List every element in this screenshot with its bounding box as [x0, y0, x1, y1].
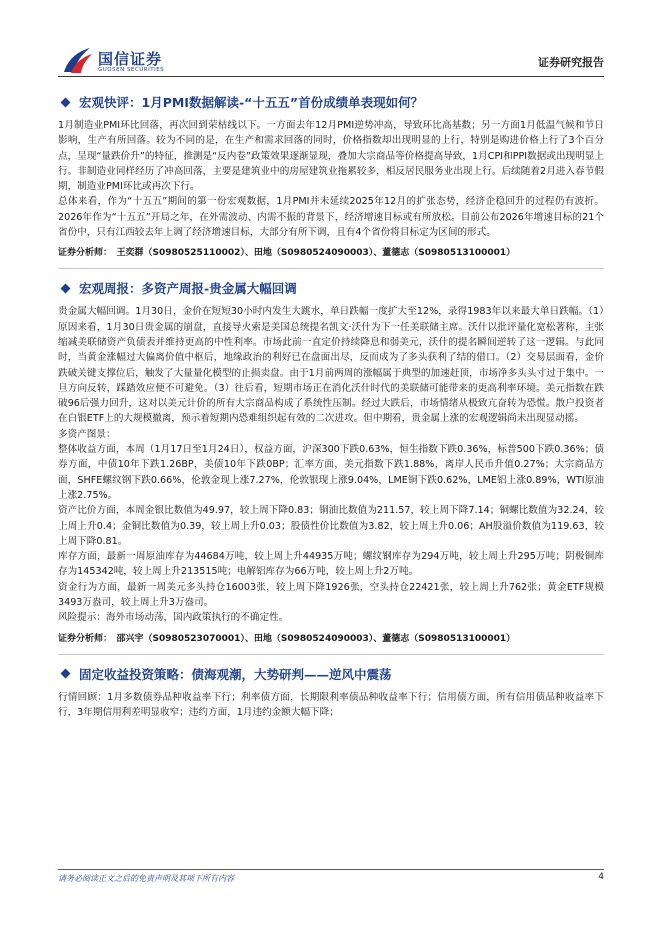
- paragraph: 贵金属大幅回调。1月30日，金价在短短30小时内发生大跳水，单日跌幅一度扩大至12%，录得1983年以来最大单日跌幅。（1）原因来看，1月30日贵金属的崩盘，直接导火索是美国总统提名凯文·沃什为下一任美联储主席。沃什以批评量化宽松著称，主张缩减美联储资产负债表并维持更高的中性利率。市场此前一直定价持续降息和弱美元，沃什的提名瞬间逆转了这一逻辑。与此同时，当黄金涨幅过大偏离价值中枢后，地缘政治的利好已在盘面出尽，反而成为了多头获利了结的借口。（2）交易层面看，金价跌破关键支撑位后，触发了大量量化模型的止损卖盘。由于1月前两周的涨幅属于典型的加速赶顶，市场净多头头寸过于集中。一旦方向反转，踩踏效应便不可避免。（3）往后看，短期市场正在消化沃什时代的美联储可能带来的更高利率环境。美元指数在跌破96后强力回升，这对以美元计价的所有大宗商品构成了系统性压制。经过大跌后，市场情绪从极致亢奋转为恐慌。散户投资者在白银ETF上的大规模撤离，预示着短期内恐难组织起有效的二次进攻。但中期看，贵金属上涨的宏观逻辑尚未出现显动摇。: [58, 306, 604, 425]
- diamond-bullet-icon: [61, 669, 71, 679]
- analyst-credits: 证券分析师： 邵兴宇（S0980523070001）、田地（S0980524090003）、董德志（S0980513100001）: [58, 633, 516, 644]
- section-divider: [58, 268, 604, 269]
- section-title-text: 固定收益投资策略：债海观潮，大势研判——逆风中震荡: [79, 666, 392, 682]
- section-multi-asset-weekly: [58, 278, 604, 646]
- paragraph: 行情回顾：1月多数债券品种收益率下行；利率债方面，长期限利率债品种收益率下行；信用债方面，所有信用债品种收益率下行，3年期信用利差明显收窄；违约方面，1月违约金额大幅下降；: [58, 691, 604, 718]
- header-divider: [58, 76, 604, 77]
- risk-warning: 风险提示：海外市场动荡，国内政策执行的不确定性。: [58, 612, 289, 624]
- guosen-logo: [62, 46, 202, 80]
- section-title: [58, 278, 604, 298]
- paragraph: 资金行为方面，最新一周美元多头持仓16003张，较上周下降1926张，空头持仓22421张，较上周上升762张；黄金ETF规模3493万盎司，较上周上升3万盎司。: [58, 581, 604, 609]
- guosen-logo-icon: [62, 46, 94, 76]
- section-title: [58, 664, 604, 684]
- diamond-bullet-icon: [61, 97, 71, 107]
- section-divider: [58, 654, 604, 655]
- section-title-text: 宏观周报：多资产周报-贵金属大幅回调: [79, 281, 297, 297]
- logo-text-cn: 国信证券: [98, 50, 163, 68]
- analyst-credits: 证券分析师： 王奕群（S0980525110002）、田地（S0980524090003）、董德志（S0980513100001）: [58, 248, 516, 259]
- paragraph: 总体来看，作为“十五五”期间的第一份宏观数据，1月PMI并未延续2025年12月的扩张态势，经济企稳回升的过程仍有波折。2026年作为“十五五”开局之年，在外需波动、内需不振的背景下，经济增速目标或有所放松。目前公布2026年增速目标的21个省份中，只有江西较去年上调了经济增速目标，大部分有所下调，且有4个省份将目标定为区间的形式。: [58, 196, 604, 239]
- section-title: [58, 92, 604, 112]
- section-title-text: 宏观快评：1月PMI数据解读-“十五五”首份成绩单表现如何？: [79, 95, 424, 110]
- paragraph: 库存方面，最新一周原油库存为44684万吨，较上周上升44935万吨；螺纹钢库存为294万吨，较上周上升295万吨；阴极铜库存为145342吨，较上周上升213515吨；电解铝库存为66万吨，较上周上升2万吨。: [58, 551, 604, 578]
- paragraph: 多资产图景：: [58, 428, 116, 440]
- page-number: 4: [598, 872, 604, 882]
- footer-disclaimer: 请务必阅读正文之后的免责声明及其项下所有内容: [58, 874, 234, 883]
- report-body: [58, 92, 604, 720]
- footer-divider: [58, 869, 604, 870]
- page-header: [0, 0, 662, 82]
- paragraph: 1月制造业PMI环比回落，再次回到荣枯线以下。一方面去年12月PMI逆势冲高，导致环比高基数；另一方面1月低温气候和节日影响，生产有所回落。较为不同的是，在生产和需求回落的同时，价格指数却出现明显的上行，特别是购进价格上行了3个百分点，呈现“量跌价升”的特征，推测是“反内卷”政策效果逐渐显现，叠加大宗商品等价格提高导致，1月CPI和PPI数据或出现明显上行。非制造业同样经历了冲高回落，主要是建筑业中的房屋建筑业拖累较多，相反居民服务业出现上行。后续随着2月进入春节假期，制造业PMI环比或再次下行。: [58, 120, 604, 193]
- section-fixed-income: [58, 664, 604, 721]
- paragraph: 资产比价方面，本周金银比数值为49.97，较上周下降0.83；铜油比数值为211.57，较上周下降7.14；铜螺比数值为32.24，较上周上升0.4；金铜比数值为0.39，较上周上升0.03；股债性价比数值为3.82，较上周上升0.06；AH股溢价数值为119.63，较上周下降0.81。: [58, 505, 604, 547]
- paragraph: 整体收益方面，本周（1月17日至1月24日），权益方面，沪深300下跌0.63%，恒生指数下跌0.36%，标普500下跌0.36%；债券方面，中债10年下跌1.26BP，美债10年下跌0BP；汇率方面，美元指数下跌1.88%，离岸人民币升值0.27%；大宗商品方面，SHFE螺纹钢下跌0.66%，伦敦金现上涨7.27%，伦敦银现上涨9.04%，LME铜下跌0.62%，LME铝上涨0.89%，WTI原油上涨2.75%。: [58, 444, 604, 501]
- diamond-bullet-icon: [61, 283, 71, 293]
- document-type-label: 证券研究报告: [538, 56, 604, 69]
- logo-text-en: GUOSEN SECURITIES: [98, 67, 165, 73]
- section-macro-pmi: [58, 92, 604, 261]
